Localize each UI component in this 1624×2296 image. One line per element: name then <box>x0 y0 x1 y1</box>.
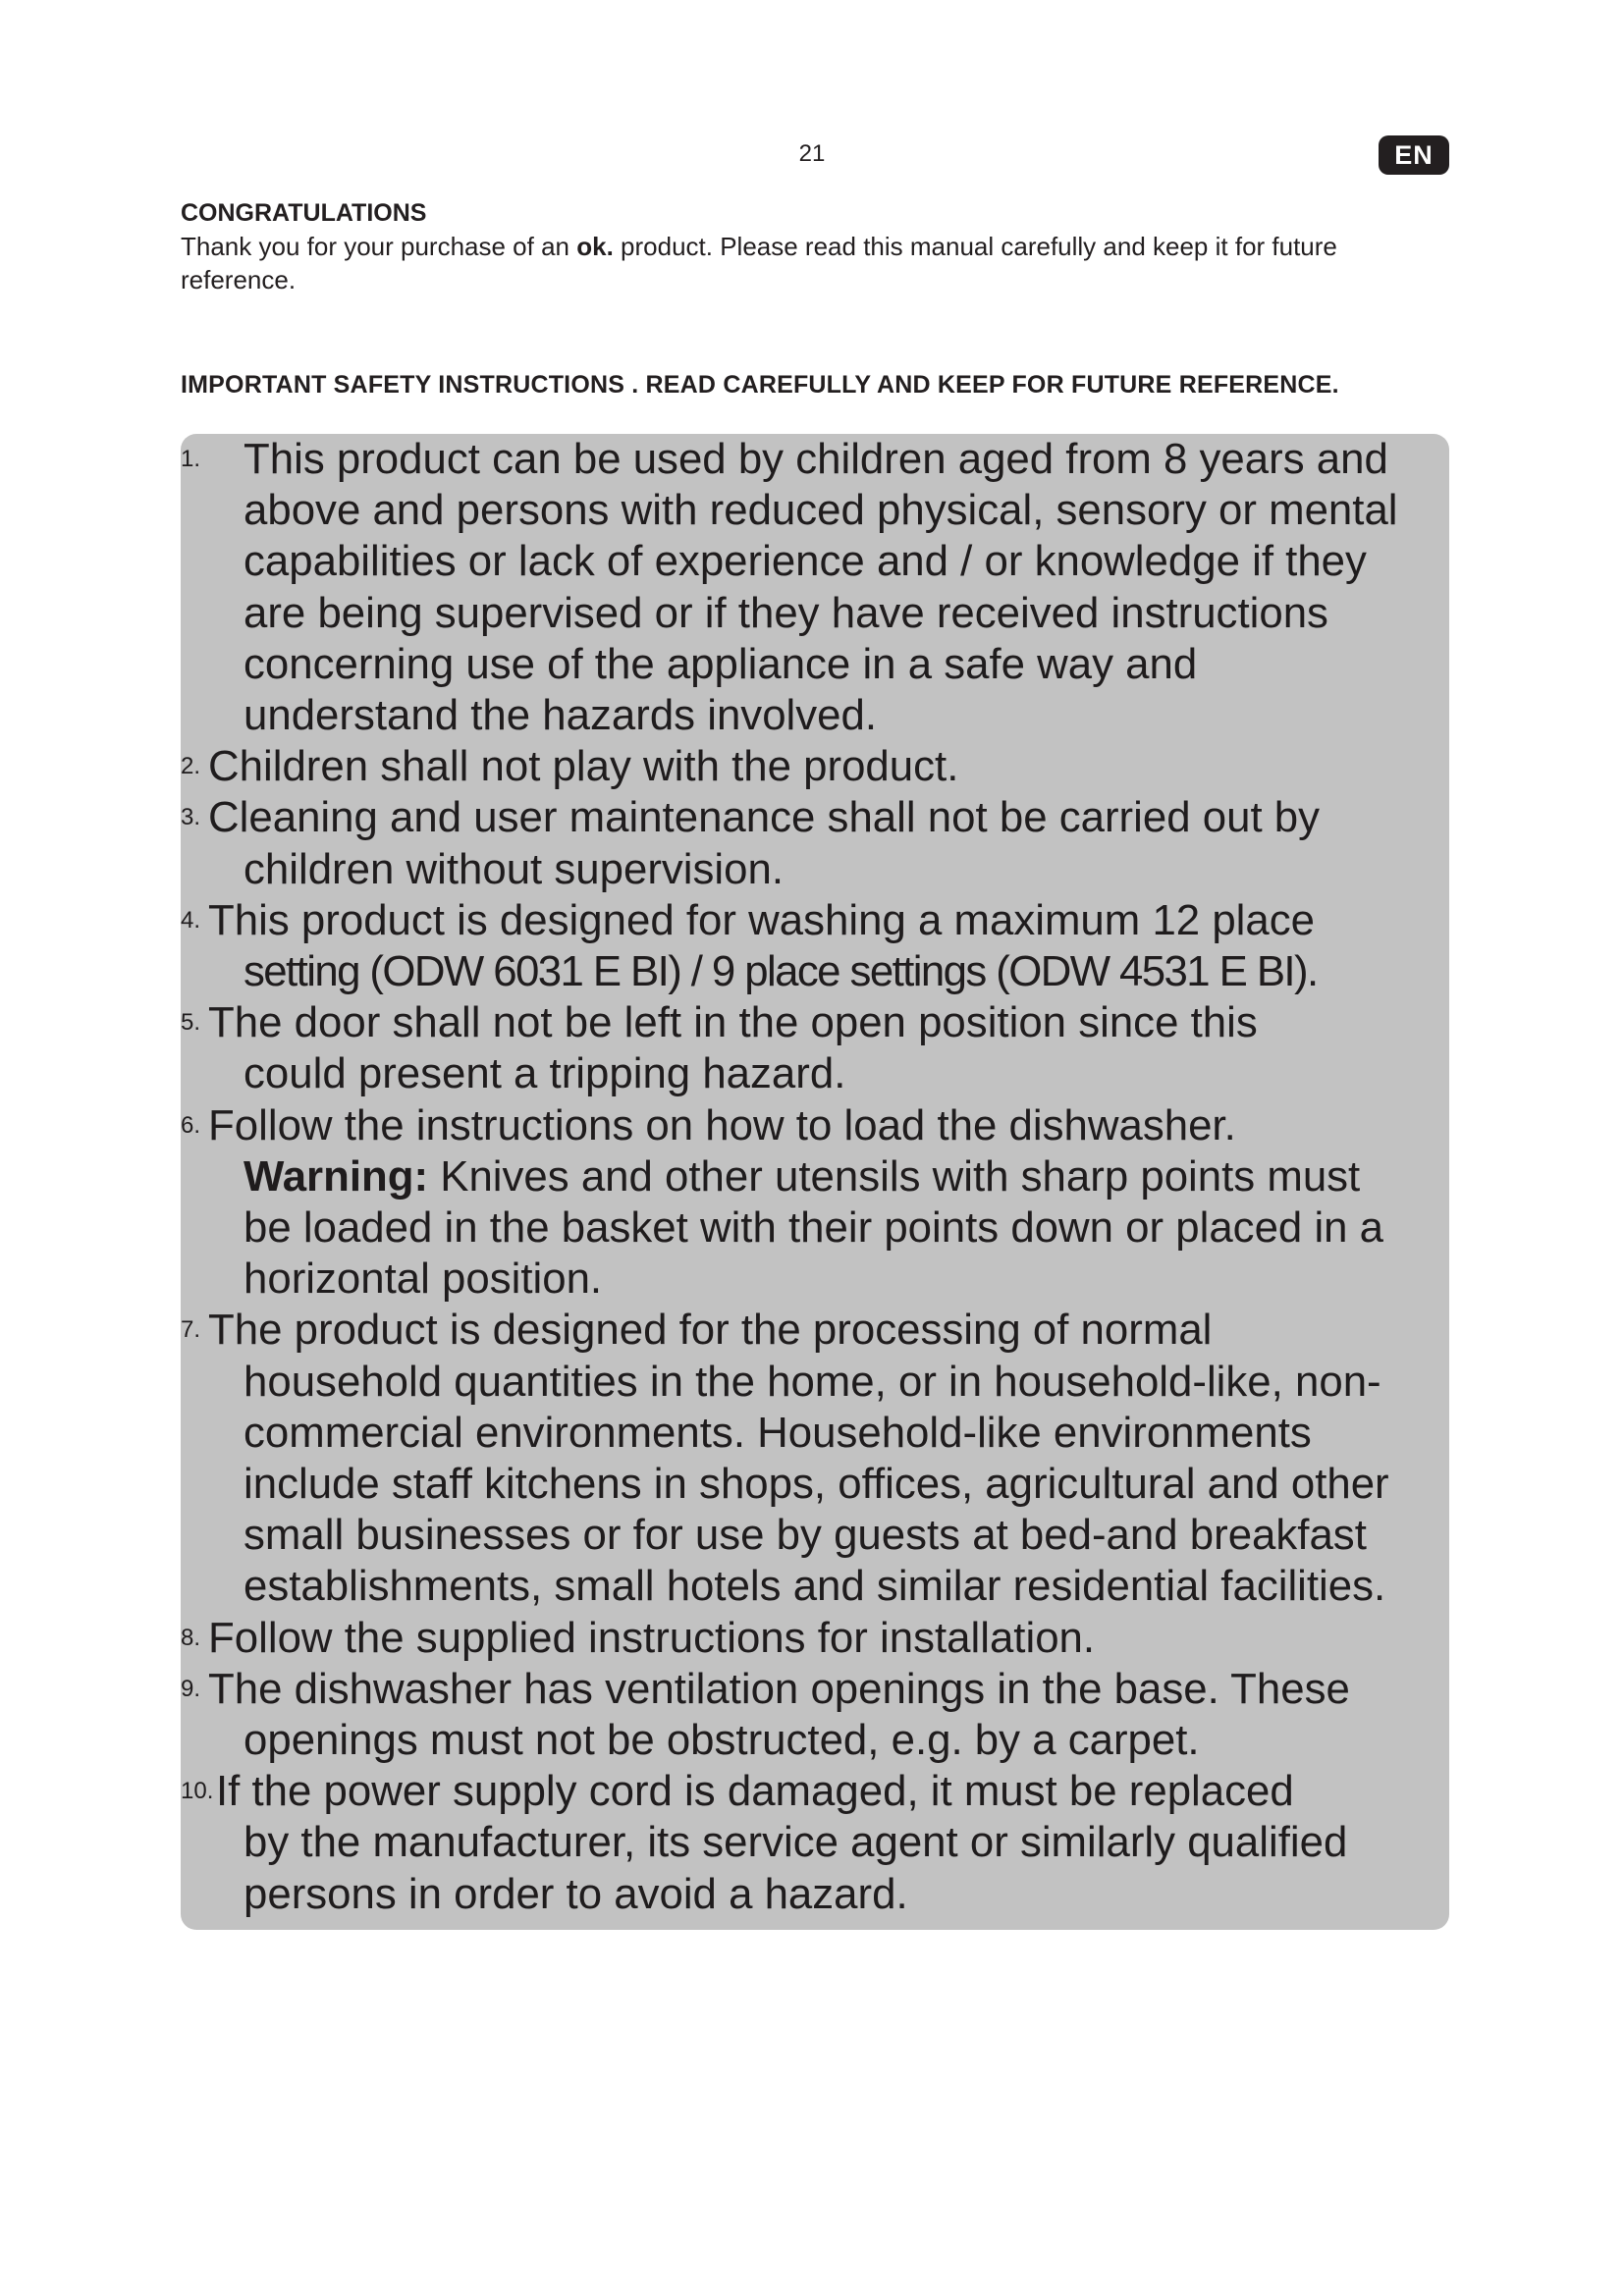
instruction-line: The dishwasher has ventilation openings in the base. These <box>208 1664 1350 1713</box>
brand-name: ok. <box>576 232 614 261</box>
instruction-line: openings must not be obstructed, e.g. by a carpet. <box>244 1716 1200 1765</box>
instruction-line: commercial environments. Household-like environments <box>244 1408 1312 1457</box>
instruction-line: could present a tripping hazard. <box>244 1049 846 1098</box>
intro-text-after-brand: product. Please read this manual carefully and keep it for future reference. <box>181 232 1337 294</box>
instruction-line: horizontal position. <box>244 1255 603 1304</box>
instruction-number: 10. <box>181 1778 214 1805</box>
instruction-item-4 <box>181 895 1449 997</box>
instruction-line: persons in order to avoid a hazard. <box>244 1869 908 1918</box>
instruction-item-8 <box>181 1613 1449 1664</box>
instruction-number: 1. <box>181 446 201 472</box>
instruction-line: Follow the supplied instructions for installation. <box>208 1613 1096 1662</box>
instruction-item-9 <box>181 1664 1449 1766</box>
intro-text-before-brand: Thank you for your purchase of an <box>181 232 577 261</box>
instruction-item-7 <box>181 1305 1449 1612</box>
instruction-number: 2. <box>181 753 201 780</box>
warning-text: Knives and other utensils with sharp points must <box>428 1151 1361 1201</box>
instruction-line: The door shall not be left in the open position since this <box>208 998 1258 1047</box>
instruction-number: 8. <box>181 1624 201 1651</box>
instruction-line: by the manufacturer, its service agent or similarly qualified <box>244 1818 1348 1867</box>
instruction-line: include staff kitchens in shops, offices, agricultural and other <box>244 1460 1389 1509</box>
safety-heading: IMPORTANT SAFETY INSTRUCTIONS . READ CAREFULLY AND KEEP FOR FUTURE REFERENCE. <box>181 371 1339 399</box>
safety-instructions-box <box>181 434 1449 1930</box>
instruction-line: Cleaning and user maintenance shall not be carried out by <box>208 793 1321 842</box>
instruction-item-2 <box>181 741 1449 792</box>
instruction-item-3 <box>181 792 1449 894</box>
instruction-line: Children shall not play with the product. <box>208 742 959 791</box>
instruction-line: This product is designed for washing a maximum 12 place <box>208 895 1316 944</box>
instruction-item-6 <box>181 1100 1449 1306</box>
language-badge: EN <box>1379 135 1449 175</box>
instruction-number: 9. <box>181 1675 201 1702</box>
page-number: 21 <box>798 140 826 167</box>
instruction-line: children without supervision. <box>244 844 785 893</box>
instruction-line: If the power supply cord is damaged, it must be replaced <box>216 1767 1294 1816</box>
congratulations-title: CONGRATULATIONS <box>181 199 427 227</box>
intro-paragraph <box>181 230 1447 296</box>
instruction-line: are being supervised or if they have received instructions <box>244 588 1328 637</box>
instruction-item-1 <box>181 434 1449 741</box>
instruction-item-10 <box>181 1766 1449 1920</box>
instruction-line: household quantities in the home, or in household-like, non- <box>244 1357 1381 1406</box>
instruction-line: small businesses or for use by guests at bed-and breakfast <box>244 1511 1367 1560</box>
instruction-line: The product is designed for the processing of normal <box>208 1306 1213 1355</box>
instruction-number: 3. <box>181 804 201 831</box>
warning-label: Warning: <box>244 1151 429 1201</box>
instruction-item-5 <box>181 997 1449 1099</box>
safety-instructions-list <box>181 434 1449 1920</box>
instruction-number: 5. <box>181 1009 201 1037</box>
instruction-line: understand the hazards involved. <box>244 691 878 740</box>
instruction-line: This product can be used by children aged from 8 years and <box>244 435 1388 483</box>
instruction-number: 7. <box>181 1316 201 1344</box>
instruction-line: above and persons with reduced physical, sensory or mental <box>244 486 1398 535</box>
instruction-number: 6. <box>181 1111 201 1139</box>
warning-line <box>244 1151 1443 1202</box>
instruction-number: 4. <box>181 906 201 934</box>
instruction-line: be loaded in the basket with their points down or placed in a <box>244 1203 1384 1253</box>
instruction-line: concerning use of the appliance in a safe way and <box>244 639 1198 688</box>
instruction-line: setting (ODW 6031 E BI) / 9 place settings (ODW 4531 E BI). <box>244 947 1318 996</box>
instruction-line: capabilities or lack of experience and / or knowledge if they <box>244 537 1367 586</box>
instruction-line: establishments, small hotels and similar residential facilities. <box>244 1562 1386 1611</box>
instruction-line: Follow the instructions on how to load the dishwasher. <box>208 1100 1236 1149</box>
